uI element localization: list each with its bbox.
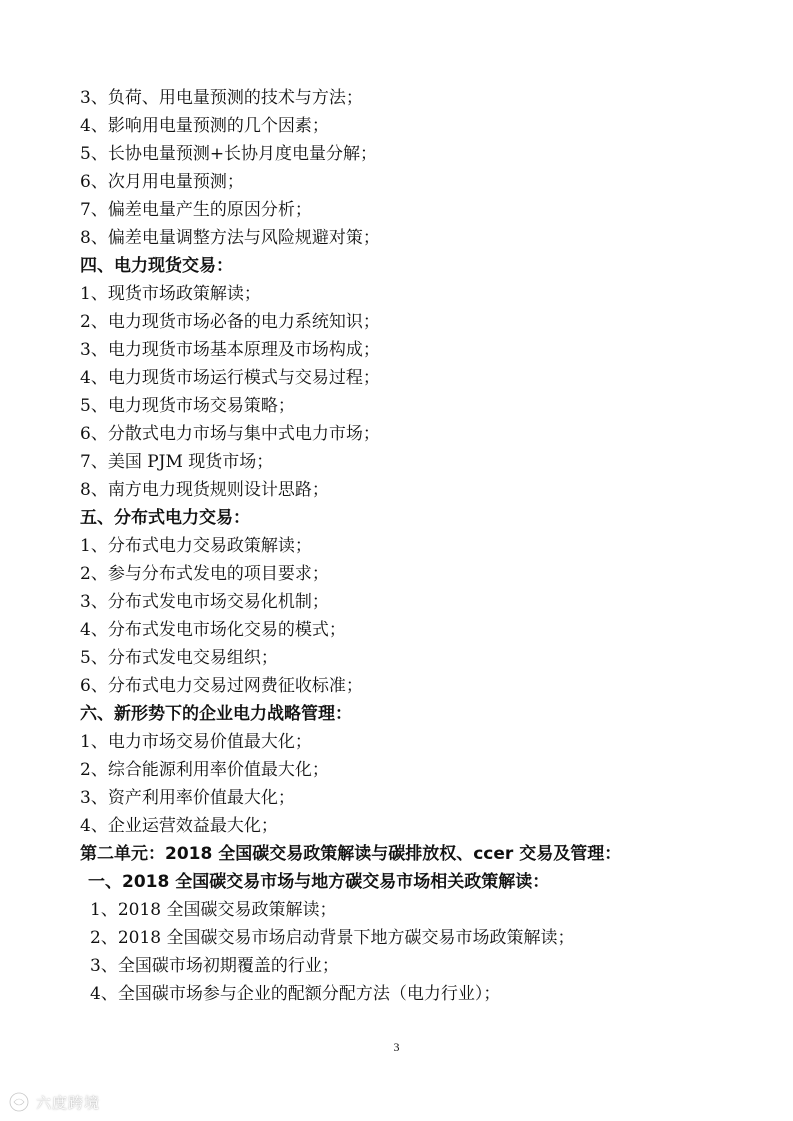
section-heading: 六、新形势下的企业电力战略管理： — [80, 704, 352, 724]
list-item: 5、长协电量预测+长协月度电量分解； — [80, 144, 378, 164]
list-item: 8、南方电力现货规则设计思路； — [80, 480, 329, 500]
list-item: 3、全国碳市场初期覆盖的行业； — [90, 956, 339, 976]
list-item: 4、影响用电量预测的几个因素； — [80, 116, 329, 136]
list-item: 2、电力现货市场必备的电力系统知识； — [80, 312, 380, 332]
section-heading: 一、2018 全国碳交易市场与地方碳交易市场相关政策解读： — [88, 872, 550, 892]
list-item: 3、电力现货市场基本原理及市场构成； — [80, 340, 380, 360]
list-item: 4、全国碳市场参与企业的配额分配方法（电力行业）； — [90, 984, 501, 1004]
list-item: 5、分布式发电交易组织； — [80, 648, 278, 668]
list-item: 5、电力现货市场交易策略； — [80, 396, 295, 416]
list-item: 2、参与分布式发电的项目要求； — [80, 564, 329, 584]
watermark-logo-icon — [8, 1091, 30, 1113]
list-item: 3、资产利用率价值最大化； — [80, 788, 295, 808]
list-item: 4、电力现货市场运行模式与交易过程； — [80, 368, 380, 388]
list-item: 4、企业运营效益最大化； — [80, 816, 278, 836]
list-item: 6、次月用电量预测； — [80, 172, 244, 192]
unit-heading: 第二单元：2018 全国碳交易政策解读与碳排放权、ccer 交易及管理： — [80, 844, 622, 864]
list-item: 7、偏差电量产生的原因分析； — [80, 200, 312, 220]
page-number: 3 — [393, 1040, 400, 1054]
list-item: 4、分布式发电市场化交易的模式； — [80, 620, 346, 640]
section-heading: 四、电力现货交易： — [80, 256, 233, 276]
list-item: 1、2018 全国碳交易政策解读； — [90, 900, 337, 920]
list-item: 6、分散式电力市场与集中式电力市场； — [80, 424, 380, 444]
watermark-text: 六度跨境 — [36, 1093, 101, 1112]
list-item: 6、分布式电力交易过网费征收标准； — [80, 676, 363, 696]
list-item: 8、偏差电量调整方法与风险规避对策； — [80, 228, 380, 248]
list-item: 1、现货市场政策解读； — [80, 284, 261, 304]
section-heading: 五、分布式电力交易： — [80, 508, 250, 528]
list-item: 1、电力市场交易价值最大化； — [80, 732, 312, 752]
list-item: 2、2018 全国碳交易市场启动背景下地方碳交易市场政策解读； — [90, 928, 575, 948]
list-item: 2、综合能源利用率价值最大化； — [80, 760, 329, 780]
list-item: 7、美国 PJM 现货市场； — [80, 452, 274, 472]
list-item: 3、负荷、用电量预测的技术与方法； — [80, 88, 363, 108]
watermark — [8, 1090, 100, 1114]
list-item: 1、分布式电力交易政策解读； — [80, 536, 312, 556]
list-item: 3、分布式发电市场交易化机制； — [80, 592, 329, 612]
